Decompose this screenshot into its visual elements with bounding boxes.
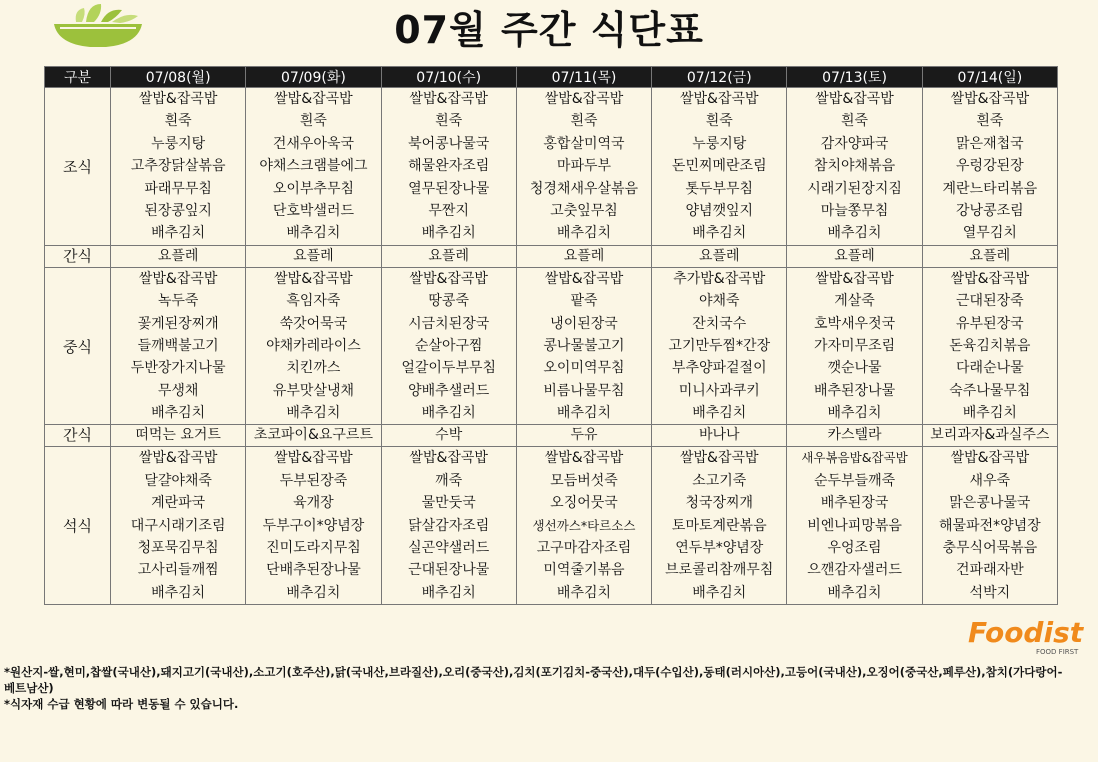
menu-item: 시래기된장지짐 [807, 180, 902, 197]
lunch-day-cell [516, 267, 651, 425]
dinner-row [45, 447, 1058, 605]
menu-item: 배추김치 [286, 225, 341, 242]
menu-item: 순두부들깨죽 [813, 472, 896, 489]
menu-item: 배추김치 [692, 405, 747, 422]
menu-item: 고추장닭살볶음 [130, 158, 226, 175]
menu-item: 무짠지 [428, 202, 469, 219]
menu-item: 배추된장국 [820, 495, 889, 512]
menu-item: 토마토계란볶음 [671, 517, 767, 534]
menu-item: 우엉조림 [827, 540, 882, 557]
header-day: 07/08(월) [111, 67, 246, 88]
menu-item: 쌀밥&잡곡밥 [138, 91, 218, 107]
menu-item: 추가밥&잡곡밥 [673, 270, 766, 287]
menu-item: 돈민찌메란조림 [671, 158, 767, 175]
menu-item: 감자양파국 [820, 135, 889, 152]
menu-item: 배추김치 [827, 405, 882, 422]
snack-item: 요플레 [652, 245, 787, 267]
lunch-day-cell [111, 267, 246, 425]
menu-item: 고춧잎무침 [550, 202, 618, 219]
menu-item: 흰죽 [299, 113, 327, 130]
breakfast-day-cell [652, 88, 787, 246]
menu-item: 연두부*양념장 [675, 540, 764, 557]
breakfast-row [45, 88, 1058, 246]
menu-item: 땅콩죽 [428, 293, 469, 310]
dinner-day-cell [111, 447, 246, 605]
menu-item: 가자미무조림 [813, 337, 896, 354]
menu-item: 새우볶음밥&잡곡밥 [801, 450, 908, 466]
menu-item: 쌀밥&잡곡밥 [679, 450, 759, 467]
menu-item: 북어콩나물국 [408, 135, 490, 152]
menu-item: 브로콜리참깨무침 [665, 562, 774, 579]
menu-item: 야채죽 [698, 293, 740, 310]
dinner-day-cell [787, 447, 922, 605]
menu-item: 배추김치 [421, 225, 476, 242]
header-day: 07/10(수) [381, 67, 516, 88]
menu-item: 대구시래기조림 [130, 517, 226, 534]
menu-item: 고기만두찜*간장 [668, 337, 771, 354]
menu-item: 건새우아욱국 [272, 135, 354, 152]
menu-item: 배추김치 [692, 225, 747, 242]
menu-item: 양념깻잎지 [685, 202, 754, 219]
menu-item: 홍합살미역국 [543, 135, 625, 152]
menu-item: 새우죽 [969, 472, 1011, 489]
menu-item: 진미도라지무침 [266, 540, 361, 557]
dinner-day-cell [381, 447, 516, 605]
page-title: 07월 주간 식단표 [394, 8, 704, 52]
menu-item: 배추김치 [556, 405, 612, 422]
afternoon-snack-row [45, 425, 1058, 447]
snack-item: 수박 [381, 425, 516, 447]
menu-item: 쌀밥&잡곡밥 [409, 91, 488, 107]
menu-item: 흰죽 [705, 113, 733, 130]
menu-item: 두부구이*양념장 [262, 517, 365, 534]
menu-item: 꽃게된장찌개 [137, 315, 219, 332]
header-day: 07/12(금) [652, 67, 787, 88]
menu-item: 치킨까스 [286, 360, 341, 377]
snack-item: 요플레 [246, 245, 381, 267]
menu-item: 야채카레라이스 [266, 337, 361, 354]
menu-item: 콩나물불고기 [543, 337, 625, 354]
header-day: 07/13(토) [787, 67, 922, 88]
menu-item: 모듬버섯죽 [550, 472, 618, 489]
menu-item: 순살아구찜 [414, 337, 483, 354]
breakfast-label: 조식 [45, 88, 111, 246]
snack-item: 초코파이&요구르트 [246, 425, 381, 447]
snack-item: 요플레 [516, 245, 651, 267]
menu-item: 물만둣국 [421, 495, 476, 512]
menu-item: 쌀밥&잡곡밥 [815, 91, 894, 107]
menu-item: 쌀밥&잡곡밥 [409, 450, 488, 467]
dinner-day-cell [652, 447, 787, 605]
menu-item: 쌀밥&잡곡밥 [274, 450, 353, 467]
menu-item: 건파래자반 [956, 562, 1024, 579]
menu-item: 유부된장국 [956, 315, 1024, 332]
menu-item: 깻순나물 [827, 360, 882, 377]
menu-item: 참치야채볶음 [813, 158, 896, 175]
menu-item: 달걀야채죽 [144, 472, 212, 489]
menu-item: 쌀밥&잡곡밥 [274, 91, 353, 107]
lunch-label: 중식 [45, 267, 111, 425]
menu-item: 청경채새우살볶음 [529, 180, 639, 197]
menu-item: 맑은재첩국 [956, 135, 1024, 152]
header-label: 구분 [45, 67, 111, 88]
menu-item: 쌀밥&잡곡밥 [409, 270, 488, 287]
weekly-menu-table [44, 66, 1058, 605]
menu-item: 쌀밥&잡곡밥 [544, 450, 624, 467]
header-day: 07/14(일) [922, 67, 1057, 88]
menu-item: 청국장찌개 [685, 495, 754, 512]
menu-item: 쌀밥&잡곡밥 [679, 91, 759, 107]
menu-item: 배추김치 [827, 225, 882, 242]
menu-item: 부추양파겉절이 [671, 360, 767, 377]
menu-item: 배추김치 [286, 584, 341, 601]
menu-item: 얼갈이두부무침 [401, 360, 497, 377]
menu-item: 충무식어묵볶음 [942, 540, 1038, 557]
menu-item: 생선까스*타르소스 [532, 517, 636, 533]
menu-item: 맑은콩나물국 [949, 495, 1031, 512]
menu-item: 무생채 [157, 382, 199, 399]
menu-item: 쌀밥&잡곡밥 [274, 270, 353, 287]
menu-item: 강낭콩조림 [956, 202, 1024, 219]
snack-label: 간식 [45, 245, 111, 267]
menu-item: 게살죽 [834, 293, 875, 310]
breakfast-day-cell [111, 88, 246, 246]
menu-item: 청포묵김무침 [137, 540, 219, 557]
menu-item: 누룽지탕 [692, 135, 747, 152]
menu-item: 비엔나피망볶음 [807, 517, 902, 534]
morning-snack-row [45, 245, 1058, 267]
menu-item: 배추김치 [692, 584, 747, 601]
menu-item: 배추김치 [556, 225, 612, 242]
lunch-day-cell [652, 267, 787, 425]
menu-item: 미역줄기볶음 [543, 562, 625, 579]
menu-item: 닭살감자조림 [408, 517, 490, 534]
breakfast-day-cell [516, 88, 651, 246]
breakfast-day-cell [922, 88, 1057, 246]
snack-item: 요플레 [381, 245, 516, 267]
foodist-brand-logo [966, 612, 1092, 660]
menu-item: 누룽지탕 [151, 135, 206, 152]
menu-item: 열무된장나물 [408, 180, 490, 197]
menu-item: 쌀밥&잡곡밥 [544, 91, 624, 107]
menu-item: 쌀밥&잡곡밥 [950, 270, 1030, 287]
snack-item: 요플레 [787, 245, 922, 267]
menu-item: 배추김치 [556, 584, 612, 601]
header-day: 07/09(화) [246, 67, 381, 88]
header-day: 07/11(목) [516, 67, 651, 88]
dinner-label: 석식 [45, 447, 111, 605]
menu-item: 육개장 [293, 495, 334, 512]
snack-item: 바나나 [652, 425, 787, 447]
snack-item: 두유 [516, 425, 651, 447]
menu-item: 계란파국 [151, 495, 206, 512]
menu-item: 쌀밥&잡곡밥 [950, 91, 1030, 107]
menu-item: 석박지 [969, 584, 1011, 601]
menu-item: 두부된장죽 [279, 472, 348, 489]
menu-item: 쌀밥&잡곡밥 [138, 270, 218, 287]
table-header-row [45, 67, 1058, 88]
breakfast-day-cell [246, 88, 381, 246]
lunch-row [45, 267, 1058, 425]
menu-item: 비름나물무침 [543, 382, 625, 399]
menu-item: 고사리들깨찜 [137, 562, 219, 579]
change-note: *식자재 수급 현황에 따라 변동될 수 있습니다. [4, 697, 239, 711]
menu-item: 쌀밥&잡곡밥 [815, 270, 894, 287]
menu-item: 미니사과쿠키 [678, 382, 760, 399]
menu-item: 돈육김치볶음 [949, 337, 1031, 354]
menu-item: 배추김치 [151, 584, 206, 601]
menu-item: 배추김치 [962, 405, 1017, 422]
menu-item: 오징어뭇국 [550, 495, 618, 512]
menu-item: 실곤약샐러드 [408, 540, 490, 557]
menu-item: 야채스크램블에그 [259, 158, 368, 175]
menu-item: 숙주나물무침 [949, 382, 1031, 399]
menu-item: 쑥갓어묵국 [279, 315, 348, 332]
menu-item: 냉이된장국 [550, 315, 618, 332]
lunch-day-cell [922, 267, 1057, 425]
snack-item: 카스텔라 [787, 425, 922, 447]
menu-item: 된장콩잎지 [144, 202, 212, 219]
menu-item: 파래무무침 [144, 180, 212, 197]
menu-item: 소고기죽 [692, 472, 747, 489]
menu-item: 흰죽 [841, 113, 869, 130]
breakfast-day-cell [787, 88, 922, 246]
menu-item: 단배추된장나물 [266, 562, 361, 579]
lunch-day-cell [787, 267, 922, 425]
menu-item: 깨죽 [435, 472, 463, 489]
menu-item: 배추김치 [827, 584, 882, 601]
snack-item: 보리과자&과실주스 [922, 425, 1057, 447]
menu-item: 계란느타리볶음 [942, 180, 1038, 197]
menu-item: 톳두부무침 [685, 180, 754, 197]
origin-note: *원산지-쌀,현미,찹쌀(국내산),돼지고기(국내산),소고기(호주산),닭(국내산,브라질산),오리(중국산),김치(포기김치-중국산),대두(수입산),동태(러시아산),고등어(국내산),오징어(중국산,페루산),참치(가다랑어-베트남산) [4, 665, 1063, 695]
menu-item: 호박새우젓국 [813, 315, 896, 332]
menu-item: 쌀밥&잡곡밥 [544, 270, 624, 287]
menu-item: 해물완자조림 [408, 158, 490, 175]
menu-item: 양배추샐러드 [408, 382, 490, 399]
menu-item: 녹두죽 [157, 293, 199, 310]
menu-item: 배추된장나물 [813, 382, 896, 399]
footnotes [4, 664, 1064, 712]
menu-item: 두반장가지나물 [130, 360, 226, 377]
lunch-day-cell [246, 267, 381, 425]
menu-item: 유부맛살냉채 [272, 382, 354, 399]
menu-item: 해물파전*양념장 [939, 517, 1041, 534]
dinner-day-cell [516, 447, 651, 605]
menu-item: 배추김치 [151, 225, 206, 242]
menu-item: 흰죽 [435, 113, 463, 130]
menu-item: 배추김치 [151, 405, 206, 422]
menu-item: 흰죽 [976, 113, 1004, 130]
lunch-day-cell [381, 267, 516, 425]
snack-item: 요플레 [922, 245, 1057, 267]
menu-item: 흑임자죽 [286, 293, 341, 310]
svg-text:Foodist: Foodist [968, 616, 1084, 649]
menu-item: 다래순나물 [956, 360, 1024, 377]
menu-item: 마늘쫑무침 [820, 202, 889, 219]
menu-item: 배추김치 [286, 405, 341, 422]
menu-item: 배추김치 [421, 405, 476, 422]
menu-item: 근대된장나물 [408, 562, 490, 579]
menu-item: 고구마감자조림 [536, 540, 632, 557]
menu-item: 마파두부 [556, 158, 612, 175]
menu-item: 열무김치 [962, 225, 1017, 242]
menu-item: 팥죽 [570, 293, 598, 310]
menu-item: 우렁강된장 [956, 158, 1024, 175]
menu-item: 쌀밥&잡곡밥 [138, 450, 218, 467]
menu-item: 들깨백불고기 [137, 337, 219, 354]
menu-item: 오이부추무침 [272, 180, 354, 197]
menu-item: 잔치국수 [692, 315, 747, 332]
dinner-day-cell [922, 447, 1057, 605]
dinner-day-cell [246, 447, 381, 605]
menu-item: 단호박샐러드 [272, 202, 354, 219]
menu-item: 으깬감자샐러드 [807, 562, 902, 579]
snack-item: 요플레 [111, 245, 246, 267]
menu-item: 쌀밥&잡곡밥 [950, 450, 1030, 467]
menu-item: 배추김치 [421, 584, 476, 601]
menu-item: 흰죽 [164, 113, 192, 130]
snack-item: 떠먹는 요거트 [111, 425, 246, 447]
svg-text:FOOD FIRST: FOOD FIRST [1036, 648, 1079, 656]
menu-item: 흰죽 [570, 113, 598, 130]
snack-label: 간식 [45, 425, 111, 447]
breakfast-day-cell [381, 88, 516, 246]
menu-item: 오이미역무침 [543, 360, 625, 377]
menu-item: 근대된장죽 [956, 293, 1024, 310]
menu-item: 시금치된장국 [408, 315, 490, 332]
